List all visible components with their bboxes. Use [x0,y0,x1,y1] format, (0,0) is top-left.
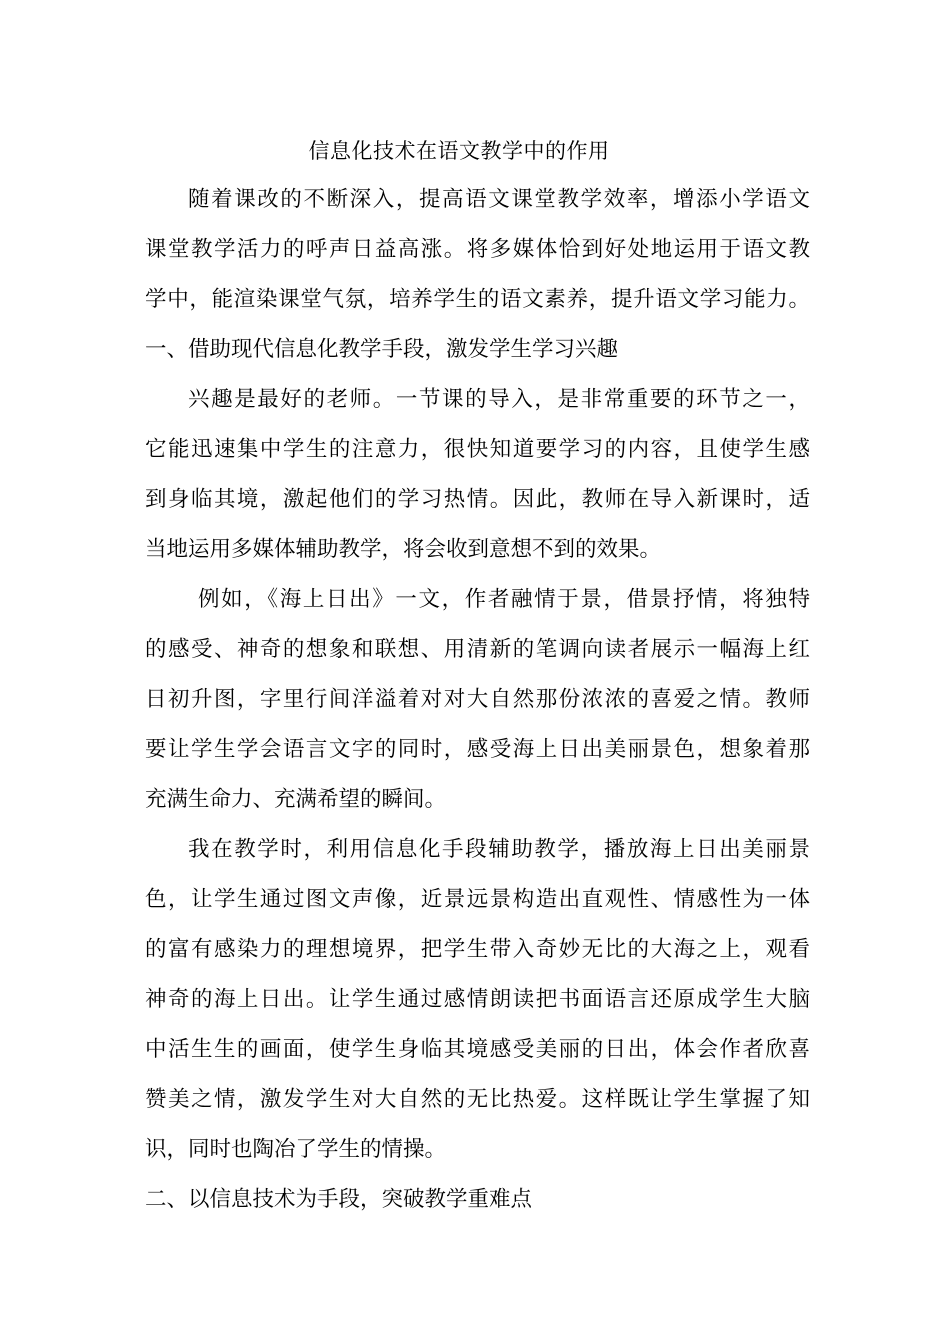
paragraph-3-line-5: 充满生命力、充满希望的瞬间。 [145,787,447,812]
paragraph-1-line-2: 课堂教学活力的呼声日益高涨。将多媒体恰到好处地运用于语文教 [145,237,810,262]
document-title: 信息化技术在语文教学中的作用 [308,139,610,163]
paragraph-2-line-2: 它能迅速集中学生的注意力，很快知道要学习的内容，且使学生感 [145,437,810,462]
paragraph-2-line-3: 到身临其境，激起他们的学习热情。因此，教师在导入新课时，适 [145,487,810,512]
paragraph-4-line-2: 色，让学生通过图文声像，近景远景构造出直观性、情感性为一体 [145,887,810,912]
paragraph-4-line-6: 赞美之情，激发学生对大自然的无比热爱。这样既让学生掌握了知 [145,1087,810,1112]
paragraph-2-line-4: 当地运用多媒体辅助教学，将会收到意想不到的效果。 [145,537,662,562]
paragraph-3-line-4: 要让学生学会语言文字的同时，感受海上日出美丽景色，想象着那 [145,737,810,762]
paragraph-4-line-4: 神奇的海上日出。让学生通过感情朗读把书面语言还原成学生大脑 [145,987,810,1012]
paragraph-4-line-1: 我在教学时，利用信息化手段辅助教学，播放海上日出美丽景 [188,837,810,862]
paragraph-3-line-1: 例如，《海上日出》一文，作者融情于景，借景抒情，将独特 [198,587,810,612]
paragraph-3-line-2: 的感受、神奇的想象和联想、用清新的笔调向读者展示一幅海上红 [145,637,810,662]
section-heading-2: 二、以信息技术为手段，突破教学重难点 [145,1187,533,1212]
paragraph-3-line-3: 日初升图，字里行间洋溢着对对大自然那份浓浓的喜爱之情。教师 [145,687,810,712]
paragraph-4-line-5: 中活生生的画面，使学生身临其境感受美丽的日出，体会作者欣喜 [145,1037,810,1062]
paragraph-1-line-3: 学中，能渲染课堂气氛，培养学生的语文素养，提升语文学习能力。 [145,287,810,312]
paragraph-1-line-1: 随着课改的不断深入，提高语文课堂教学效率，增添小学语文 [188,187,810,212]
section-heading-1: 一、借助现代信息化教学手段，激发学生学习兴趣 [145,337,619,362]
paragraph-4-line-7: 识，同时也陶冶了学生的情操。 [145,1137,447,1162]
paragraph-4-line-3: 的富有感染力的理想境界，把学生带入奇妙无比的大海之上，观看 [145,937,810,962]
paragraph-2-line-1: 兴趣是最好的老师。一节课的导入，是非常重要的环节之一， [188,387,810,412]
